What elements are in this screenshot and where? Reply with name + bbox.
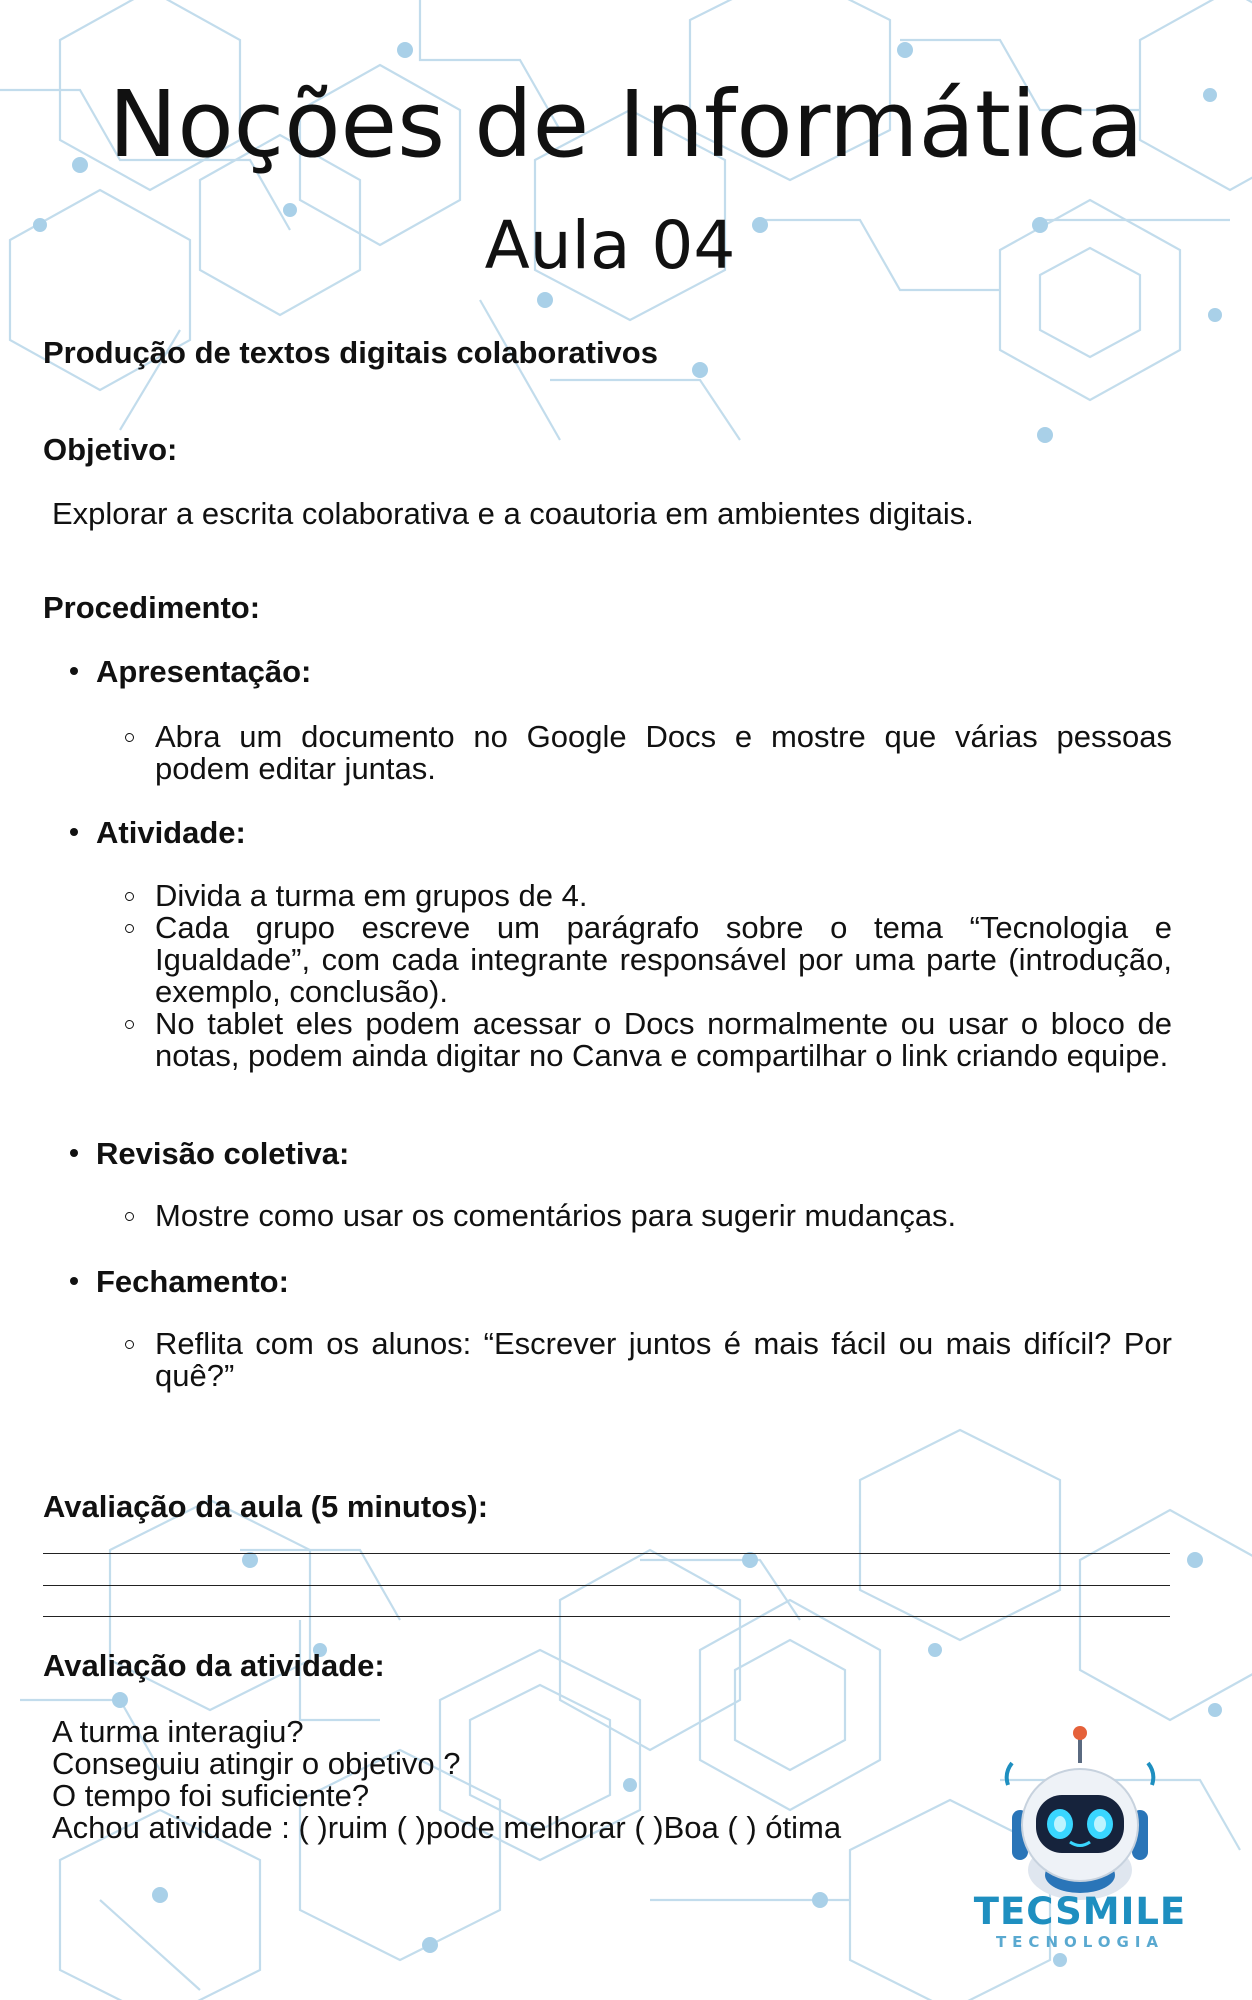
logo-brand: TECSMILE [973,1890,1187,1933]
evaluation-question: Conseguiu atingir o objetivo ? [52,1746,461,1781]
objective-heading: Objetivo: [43,432,178,467]
procedure-item: Divida a turma em grupos de 4. [155,880,1172,912]
procedure-section [70,1264,289,1300]
answer-line[interactable] [43,1616,1170,1617]
logo-tagline: TECNOLOGIA [995,1933,1165,1951]
procedure-item: No tablet eles podem acessar o Docs normalmente ou usar o bloco de notas, podem ainda digitar no Canva e compartilhar o link criando equipe. [155,1008,1172,1072]
page-title: Noções de Informática [108,71,1144,178]
procedure-section [70,654,311,690]
evaluation-question: O tempo foi suficiente? [52,1778,370,1813]
section-title: Apresentação: [96,654,312,689]
procedure-item: Abra um documento no Google Docs e mostre que várias pessoas podem editar juntas. [155,721,1172,785]
section-title: Atividade: [96,815,246,850]
lesson-number: Aula 04 [484,207,736,284]
bullet-icon [70,667,78,675]
evaluation-question: Achou atividade : ( )ruim ( )pode melhorar ( )Boa ( ) ótima [52,1810,842,1845]
sub-bullet-icon [125,1212,134,1221]
section-title: Revisão coletiva: [96,1136,350,1171]
sub-bullet-icon [125,733,134,742]
sub-bullet-icon [125,1340,134,1349]
bullet-icon [70,1277,78,1285]
bullet-icon [70,1149,78,1157]
evaluation-question: A turma interagiu? [52,1714,304,1749]
sub-bullet-icon [125,1020,134,1029]
activity-evaluation-heading: Avaliação da atividade: [43,1648,385,1683]
procedure-item: Mostre como usar os comentários para sugerir mudanças. [155,1200,1172,1232]
sub-bullet-icon [125,892,134,901]
answer-line[interactable] [43,1585,1170,1586]
procedure-heading: Procedimento: [43,590,261,625]
lesson-theme: Produção de textos digitais colaborativos [43,335,658,370]
tecsmile-logo [960,1725,1200,1955]
sub-bullet-icon [125,924,134,933]
answer-line[interactable] [43,1553,1170,1554]
objective-text: Explorar a escrita colaborativa e a coautoria em ambientes digitais. [52,496,974,531]
bullet-icon [70,828,78,836]
section-title: Fechamento: [96,1264,289,1299]
procedure-section [70,815,246,851]
procedure-item: Reflita com os alunos: “Escrever juntos é mais fácil ou mais difícil? Por quê?” [155,1328,1172,1392]
procedure-section [70,1136,349,1172]
class-evaluation-heading: Avaliação da aula (5 minutos): [43,1489,489,1524]
procedure-item: Cada grupo escreve um parágrafo sobre o tema “Tecnologia e Igualdade”, com cada integrante responsável por uma parte (introdução, exemplo, conclusão). [155,912,1172,1008]
